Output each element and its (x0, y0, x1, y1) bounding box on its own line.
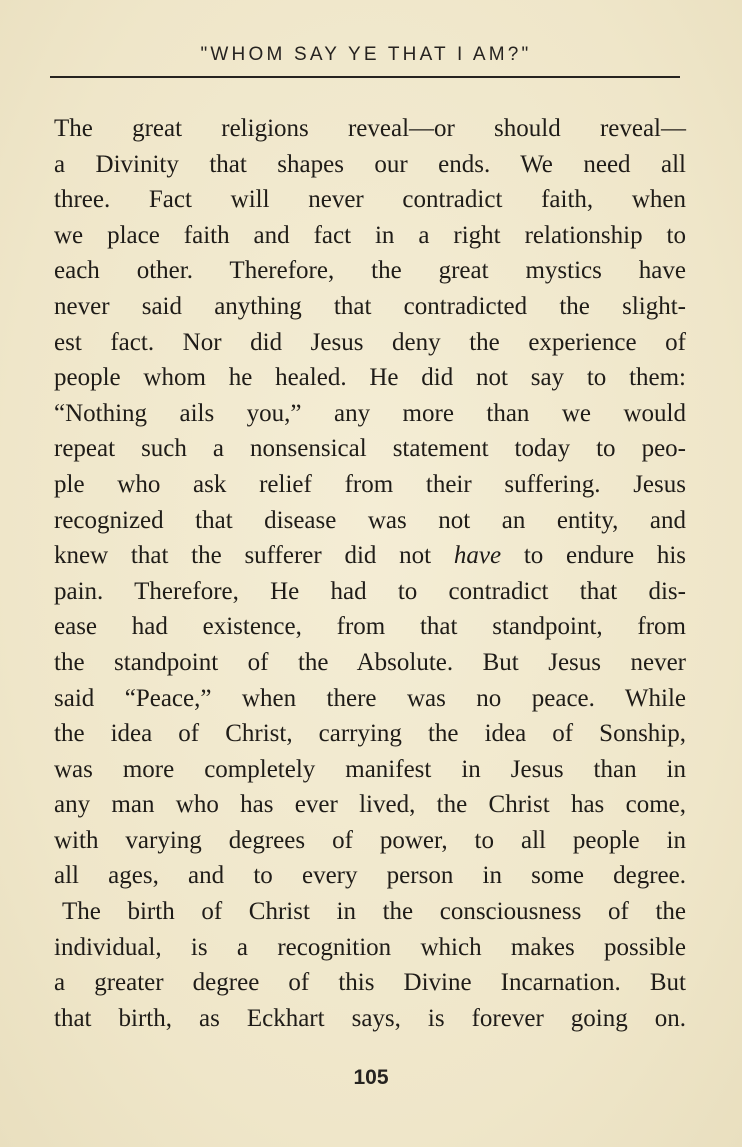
text-line: “Nothing ails you,” any more than we would (54, 399, 686, 427)
text-line: est fact. Nor did Jesus deny the experience of (54, 328, 686, 356)
text-line: that birth, as Eckhart says, is forever going on. (54, 1004, 686, 1032)
page-number: 105 (353, 1066, 389, 1089)
text-line: recognized that disease was not an entity, and (54, 506, 686, 534)
text-line: we place faith and fact in a right relationship to (54, 221, 686, 249)
text-line: said “Peace,” when there was no peace. While (54, 684, 686, 712)
text-line: pain. Therefore, He had to contradict that dis- (54, 577, 686, 605)
text-line: people whom he healed. He did not say to them: (54, 364, 686, 392)
text-line: ease had existence, from that standpoint, from (54, 613, 686, 641)
text-segment: knew that the sufferer did not (54, 542, 454, 570)
text-line: The great religions reveal—or should reveal— (54, 115, 686, 142)
text-line: individual, is a recognition which makes possible (54, 933, 686, 961)
text-line: three. Fact will never contradict faith, when (54, 186, 686, 214)
text-line: ple who ask relief from their suffering. Jesus (54, 470, 686, 498)
text-line: all ages, and to every person in some degree. (54, 862, 686, 890)
text-line: never said anything that contradicted the slight- (54, 292, 686, 320)
text-line: repeat such a nonsensical statement today to peo- (54, 435, 686, 463)
paragraph-start-line: The birth of Christ in the consciousness of the (62, 898, 686, 926)
text-line (54, 538, 686, 574)
italic-emphasis: have (453, 542, 502, 570)
header-rule (50, 76, 680, 78)
text-line: was more completely manifest in Jesus than in (54, 755, 686, 783)
text-line: each other. Therefore, the great mystics have (54, 257, 686, 285)
text-line: the standpoint of the Absolute. But Jesus never (54, 648, 686, 676)
text-line: any man who has ever lived, the Christ has come, (54, 791, 686, 819)
text-line: the idea of Christ, carrying the idea of Sonship, (54, 720, 686, 748)
text-line: with varying degrees of power, to all people in (54, 826, 686, 854)
body-text (54, 111, 686, 1036)
text-line: a greater degree of this Divine Incarnation. But (54, 969, 686, 997)
text-segment: to endure his (501, 542, 687, 570)
text-line: a Divinity that shapes our ends. We need all (54, 150, 686, 178)
running-head: "WHOM SAY YE THAT I AM?" (200, 44, 532, 65)
